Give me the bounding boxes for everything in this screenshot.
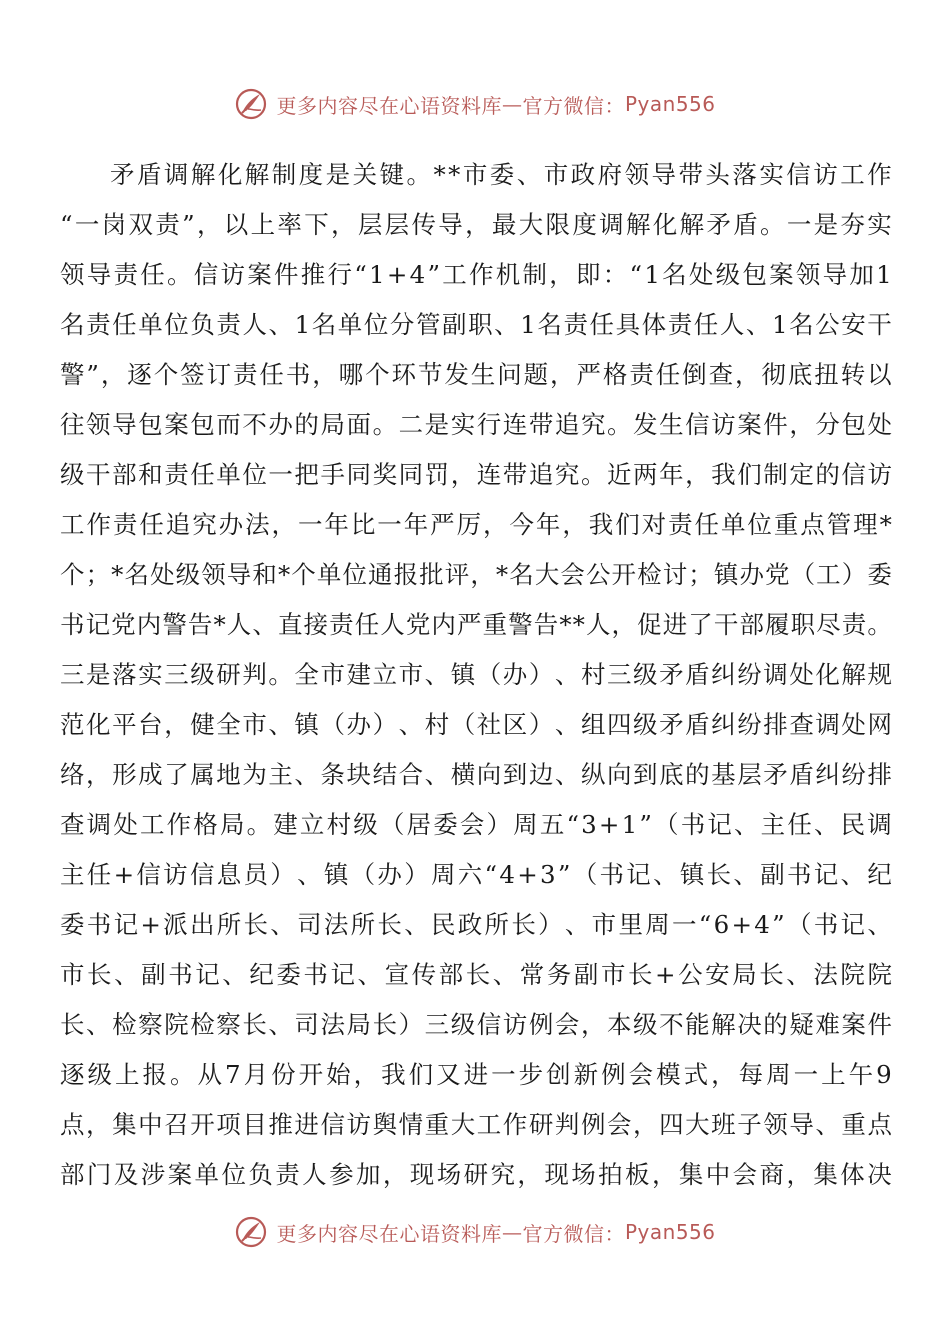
paragraph-line: 个 ； * 名 处 级 领 导 和 * 个 单 位 通 报 批 评 ， * 名 大 会 公 开 检 讨 ； 镇 办 党 （ 工 ） 委	[60, 560, 892, 589]
quill-logo-icon	[234, 1215, 268, 1249]
paragraph	[60, 150, 892, 1200]
paragraph-line: 范 化 平 台 ， 健 全 市 、 镇 （ 办 ） 、 村 （ 社 区 ） 、 组 四 级 矛 盾 纠 纷 排 查 调 处 网	[60, 710, 892, 739]
banner-main-text: 更多内容尽在心语资料库	[276, 1221, 502, 1246]
banner-wechat-id: Pyan556	[624, 92, 716, 116]
footer-banner	[0, 1212, 950, 1252]
banner-wechat-label: 官方微信：	[522, 93, 625, 118]
paragraph-line: 书 记 党 内 警 告 * 人 、 直 接 责 任 人 党 内 严 重 警 告 * * 人 ， 促 进 了 干 部 履 职 尽 责 。	[60, 610, 892, 639]
paragraph-line: 部 门 及 涉 案 单 位 负 责 人 参 加 ， 现 场 研 究 ， 现 场 拍 板 ， 集 中 会 商 ， 集 体 决	[60, 1160, 892, 1189]
banner-dash: —	[501, 1220, 523, 1244]
paragraph-line: 领 导 责 任 。 信 访 案 件 推 行 “ 1 + 4 ” 工 作 机 制 ， 即 ： “ 1 名 处 级 包 案 领 导 加 1	[60, 260, 892, 289]
paragraph-line: “ 一 岗 双 责 ” ， 以 上 率 下 ， 层 层 传 导 ， 最 大 限 度 调 解 化 解 矛 盾 。 一 是 夯 实	[60, 210, 892, 239]
paragraph-line: 长 、 检 察 院 检 察 长 、 司 法 局 长 ） 三 级 信 访 例 会 ， 本 级 不 能 解 决 的 疑 难 案 件	[60, 1010, 892, 1039]
paragraph-line: 市 长 、 副 书 记 、 纪 委 书 记 、 宣 传 部 长 、 常 务 副 市 长 + 公 安 局 长 、 法 院 院	[60, 960, 892, 989]
paragraph-line: 主 任 + 信 访 信 息 员 ） 、 镇 （ 办 ） 周 六 “ 4 + 3 ” （ 书 记 、 镇 长 、 副 书 记 、 纪	[60, 860, 892, 889]
paragraph-line: 往 领 导 包 案 包 而 不 办 的 局 面 。 二 是 实 行 连 带 追 究 。 发 生 信 访 案 件 ， 分 包 处	[60, 410, 892, 439]
paragraph-line: 点 ， 集 中 召 开 项 目 推 进 信 访 舆 情 重 大 工 作 研 判 例 会 ， 四 大 班 子 领 导 、 重 点	[60, 1110, 892, 1139]
banner-dash: —	[501, 92, 523, 116]
paragraph-line: 级 干 部 和 责 任 单 位 一 把 手 同 奖 同 罚 ， 连 带 追 究 。 近 两 年 ， 我 们 制 定 的 信 访	[60, 460, 892, 489]
banner-main-text: 更多内容尽在心语资料库	[276, 93, 502, 118]
paragraph-line: 络 ， 形 成 了 属 地 为 主 、 条 块 结 合 、 横 向 到 边 、 纵 向 到 底 的 基 层 矛 盾 纠 纷 排	[60, 760, 892, 789]
banner-wechat-label: 官方微信：	[522, 1221, 625, 1246]
paragraph-line: 警 ” ， 逐 个 签 订 责 任 书 ， 哪 个 环 节 发 生 问 题 ， 严 格 责 任 倒 查 ， 彻 底 扭 转 以	[60, 360, 892, 389]
paragraph-line: 名 责 任 单 位 负 责 人 、 1 名 单 位 分 管 副 职 、 1 名 责 任 具 体 责 任 人 、 1 名 公 安 干	[60, 310, 892, 339]
paragraph-line: 逐 级 上 报 。 从 7 月 份 开 始 ， 我 们 又 进 一 步 创 新 例 会 模 式 ， 每 周 一 上 午 9	[60, 1060, 892, 1089]
paragraph-line: 查 调 处 工 作 格 局 。 建 立 村 级 （ 居 委 会 ） 周 五 “ 3 + 1 ” （ 书 记 、 主 任 、 民 调	[60, 810, 892, 839]
header-banner	[0, 84, 950, 124]
quill-logo-icon	[234, 87, 268, 121]
paragraph-line: 委 书 记 + 派 出 所 长 、 司 法 所 长 、 民 政 所 长 ） 、 市 里 周 一 “ 6 + 4 ” （ 书 记 、	[60, 910, 892, 939]
paragraph-line: 工 作 责 任 追 究 办 法 ， 一 年 比 一 年 严 厉 ， 今 年 ， 我 们 对 责 任 单 位 重 点 管 理 *	[60, 510, 892, 539]
paragraph-line: 三 是 落 实 三 级 研 判 。 全 市 建 立 市 、 镇 （ 办 ） 、 村 三 级 矛 盾 纠 纷 调 处 化 解 规	[60, 660, 892, 689]
paragraph-line: 矛 盾 调 解 化 解 制 度 是 关 键 。 * * 市 委 、 市 政 府 领 导 带 头 落 实 信 访 工 作	[110, 160, 892, 189]
banner-wechat-id: Pyan556	[624, 1220, 716, 1244]
